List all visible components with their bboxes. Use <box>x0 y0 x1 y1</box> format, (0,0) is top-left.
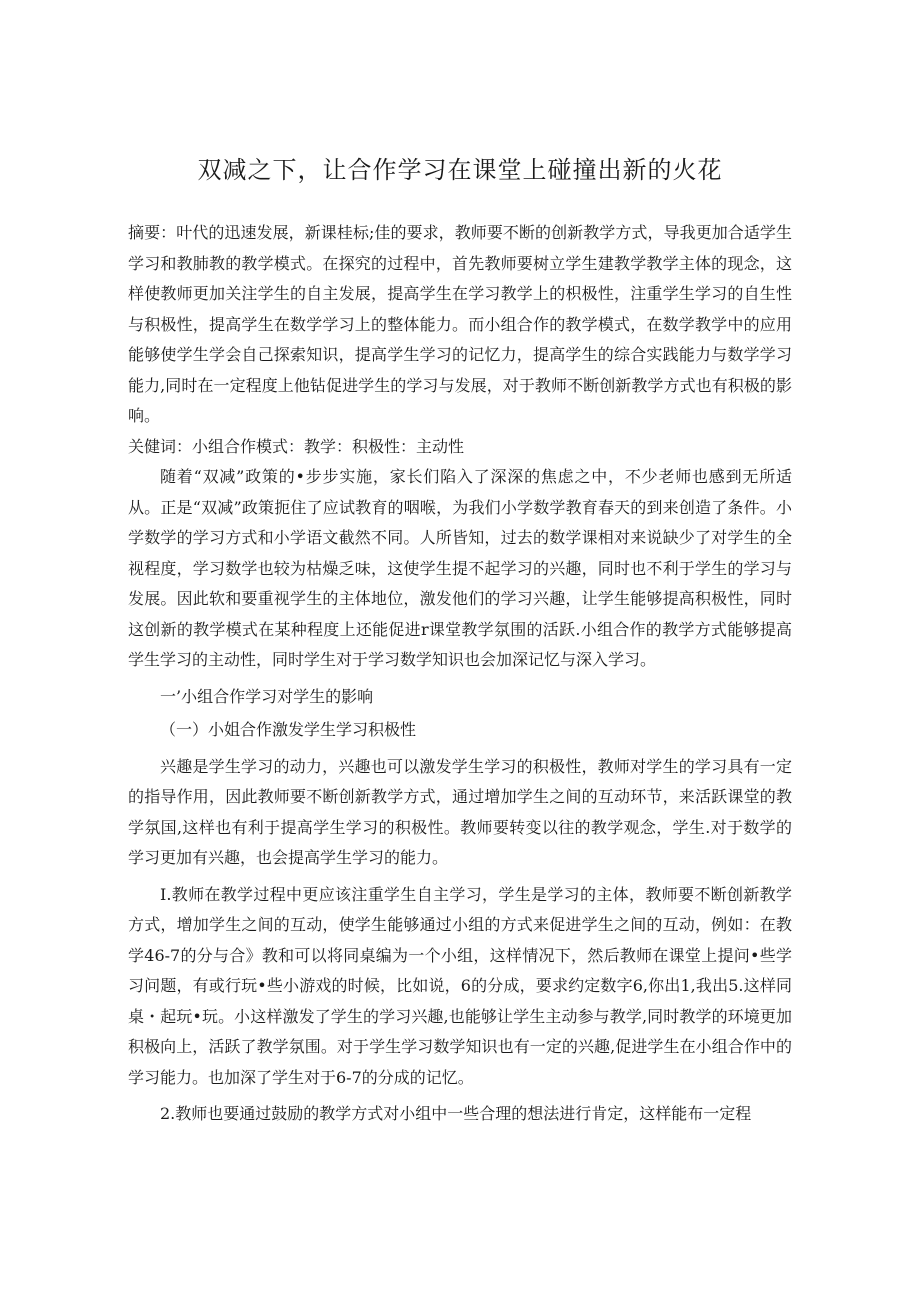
document-title: 双减之下，让合作学习在课堂上碰撞出新的火花 <box>197 156 723 184</box>
intro-paragraph: 随着“双减”政策的•步步实施，家长们陷入了深深的焦虑之中，不少老师也感到无所适从。正是“双减”政策扼住了应试教育的咽喉，为我们小学数学教育春天的到来创造了条件。小学数学的学习方式和小学语文截然不同。人所皆知，过去的数学课相对来说缺少了对学生的全视程度，学习数学也较为枯燥乏味，这使学生提不起学习的兴趣，同时也不利于学生的学习与发展。因此软和要重视学生的主体地位，激发他们的学习兴趣，让学生能够提高积极性，同时这创新的教学模式在某种程度上还能促进r课堂教学氛围的活跃.小组合作的教学方式能够提高学生学习的主动性，同时学生对于学习数学知识也会加深记忆与深入学习。 <box>128 467 792 669</box>
abstract-paragraph: 摘要：叶代的迅速发展，新课桂标;佳的要求，教师要不断的创新教学方式，导我更加合适学生学习和教肺教的教学模式。在探究的过程中，首先教师要树立学生建教学教学主体的现念，这样使教师更加关注学生的自主发展，提高学生在学习教学上的枳极性，注重学生学习的自生性与积极性，提高学生在数学学习上的整体能力。而小组合作的教学模式，在数学教学中的应用能够使学生学会自己探索知识，提高学生学习的记忆力，提高学生的综合实践能力与数学学习能力,同时在一定程度上他钻促进学生的学习与发展，对于教师不断创新教学方式也有积极的影响。 <box>128 223 792 425</box>
item-1-paragraph: I.教师在教学过程中更应该注重学生自主学习，学生是学习的主体，教师要不断创新教学方式，增加学生之间的互动，使学生能够通过小组的方式来促进学生之间的互动，例如：在教学46-7的分与合》教和可以将同桌编为一个小组，这样情况下，然后教师在课堂上提问•些学习问题，有或行玩•些小游戏的时候，比如说，6的分成，要求约定数字6,你出1,我出5.这样同桌・起玩•玩。小这样激发了学生的学习兴趣,也能够让学生主动参与教学,同时教学的环境更加积极向上，活跃了教学氛围。对于学生学习数学知识也有一定的兴趣,促进学生在小组合作中的学习能力。也加深了学生对于6-7的分成的记忆。 <box>128 884 792 1087</box>
keywords-line: 关健词：小组合作模式：教学：积极性：主动性 <box>128 436 465 456</box>
item-2-paragraph: 2.教师也要通过鼓励的教学方式对小组中一些合理的想法进行肯定，这样能布一定程 <box>160 1104 752 1123</box>
section-heading: 一’小组合作学习对学生的影响 <box>160 686 374 706</box>
document-page <box>128 150 792 1130</box>
interest-paragraph: 兴趣是学生学习的动力，兴趣也可以激发学生学习的积极性，教师对学生的学习具有一定的指导作用，因此教师要不断创新教学方式，通过增加学生之间的互动环节，来活跃课堂的教学氛国,这样也有利于提高学生学习的积极性。教师要转变以往的教学观念，学生.对于数学的学习更加有兴趣，也会提高学生学习的能力。 <box>128 756 792 867</box>
subsection-heading: （一）小姐合作激发学生学习积极性 <box>160 719 417 739</box>
